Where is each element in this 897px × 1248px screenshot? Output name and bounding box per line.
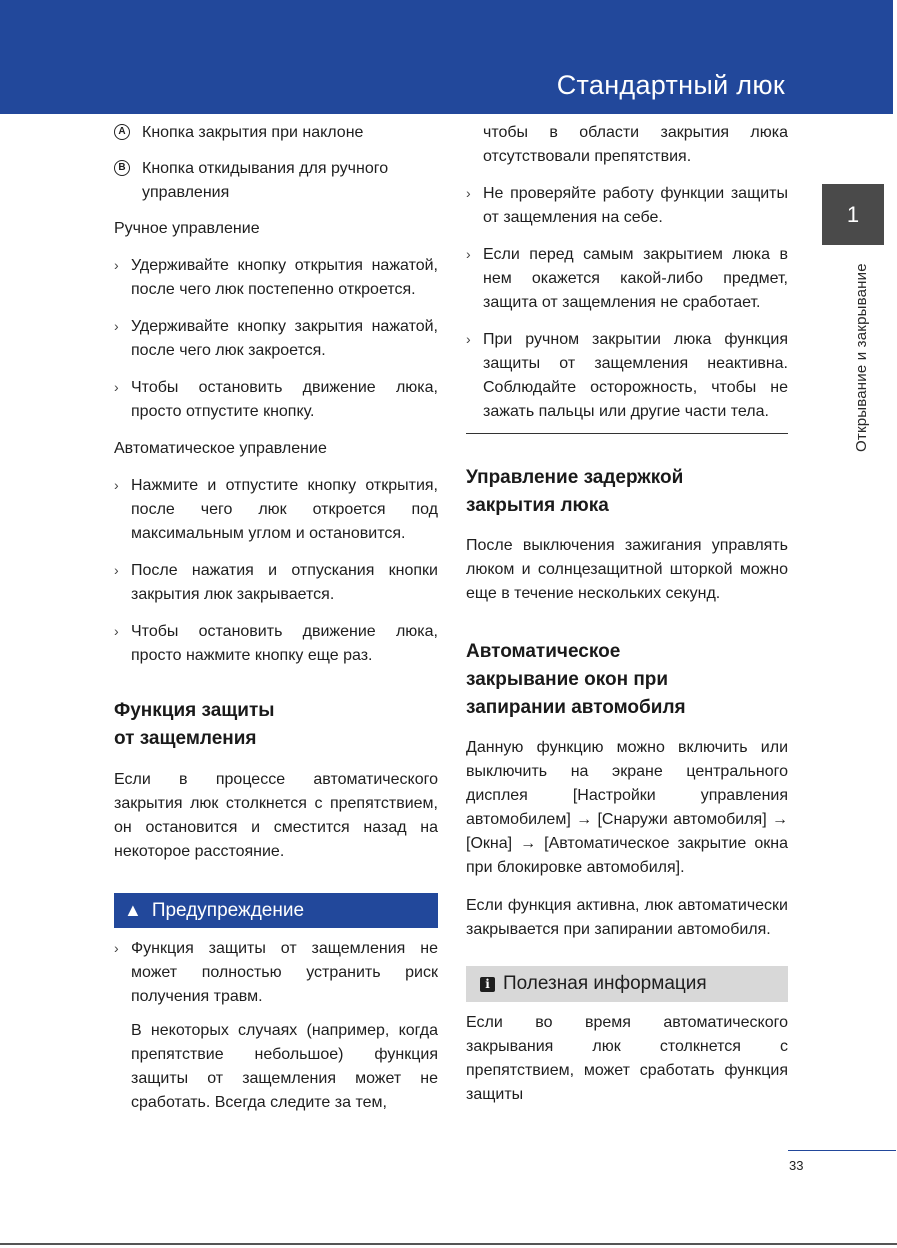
list-item: › При ручном закрытии люка функция защиты от защемления неактивна. Соблюдайте осторожность, чтобы не зажать пальцы или другие части тела. bbox=[466, 328, 788, 424]
warning-title: Предупреждение bbox=[151, 899, 305, 921]
right-column bbox=[466, 114, 788, 1107]
bottom-border bbox=[0, 1243, 897, 1245]
warning-triangle-icon: ▲ bbox=[124, 900, 142, 920]
chapter-number-tab: 1 bbox=[822, 184, 884, 245]
warning-continuation: чтобы в области закрытия люка отсутствовали препятствия. bbox=[483, 124, 788, 165]
legend-text: Кнопка откидывания для ручного управления bbox=[142, 160, 389, 201]
list-item: › Чтобы остановить движение люка, просто нажмите кнопку еще раз. bbox=[114, 620, 438, 668]
section-heading-delay: Управление задержкой bbox=[466, 467, 684, 488]
list-item: › После нажатия и отпускания кнопки закрытия люк закрывается. bbox=[114, 559, 438, 607]
list-item: › Не проверяйте работу функции защиты от защемления на себе. bbox=[466, 182, 788, 230]
list-item: › Чтобы остановить движение люка, просто отпустите кнопку. bbox=[114, 376, 438, 424]
list-item: › Нажмите и отпустите кнопку открытия, после чего люк откроется под максимальным углом и остановится. bbox=[114, 474, 438, 546]
info-icon: i bbox=[480, 977, 495, 992]
chevron-right-icon: › bbox=[466, 185, 471, 201]
info-title: Полезная информация bbox=[503, 973, 707, 994]
page-number: 33 bbox=[789, 1158, 804, 1173]
page-title: Стандартный люк bbox=[556, 70, 785, 100]
section-heading-auto-close: закрывание окон при bbox=[466, 669, 669, 690]
chevron-right-icon: › bbox=[114, 379, 119, 395]
chevron-right-icon: › bbox=[466, 246, 471, 262]
auto-close-paragraph: Данную функцию можно включить или выключить на экране центрального дисплея [Настройки управления автомобилем] → [Снаружи автомобиля] → [Окна] → [Автоматическое закрытие окна при блокировке автомобиля]. bbox=[466, 739, 788, 876]
section-heading-pinch: от защемления bbox=[114, 728, 257, 749]
list-item: › Удерживайте кнопку открытия нажатой, после чего люк постепенно откроется. bbox=[114, 254, 438, 302]
chevron-right-icon: › bbox=[114, 940, 119, 956]
legend-item-b bbox=[114, 157, 438, 205]
list-item: › Удерживайте кнопку закрытия нажатой, после чего люк закроется. bbox=[114, 315, 438, 363]
chevron-right-icon: › bbox=[114, 477, 119, 493]
chevron-right-icon: › bbox=[466, 331, 471, 347]
warning-paragraph: В некоторых случаях (например, когда препятствие небольшое) функция защиты от защемления может не сработать. Всегда следите за тем, bbox=[131, 1022, 438, 1111]
delay-paragraph: После выключения зажигания управлять люком и солнцезащитной шторкой можно еще в течение нескольких секунд. bbox=[466, 537, 788, 602]
section-heading-pinch: Функция защиты bbox=[114, 700, 275, 721]
header-band bbox=[0, 0, 893, 114]
chevron-right-icon: › bbox=[114, 318, 119, 334]
auto-label: Автоматическое управление bbox=[114, 440, 327, 457]
circle-b-icon: B bbox=[114, 160, 130, 176]
info-paragraph: Если во время автоматического закрывания люк столкнется с препятствием, может сработать функция защиты bbox=[466, 1014, 788, 1103]
section-heading-auto-close: Автоматическое bbox=[466, 641, 621, 662]
info-banner bbox=[466, 966, 788, 1002]
footer-divider bbox=[788, 1150, 896, 1151]
left-column bbox=[114, 114, 438, 1115]
warning-banner bbox=[114, 893, 438, 928]
list-item: › Если перед самым закрытием люка в нем окажется какой-либо предмет, защита от защемления не сработает. bbox=[466, 243, 788, 315]
circle-a-icon: A bbox=[114, 124, 130, 140]
list-item: › Функция защиты от защемления не может полностью устранить риск получения травм. bbox=[114, 937, 438, 1009]
section-heading-delay: закрытия люка bbox=[466, 495, 609, 516]
chevron-right-icon: › bbox=[114, 562, 119, 578]
legend-item-a bbox=[114, 121, 438, 145]
legend-text: Кнопка закрытия при наклоне bbox=[142, 124, 364, 141]
manual-label: Ручное управление bbox=[114, 220, 260, 237]
auto-close-paragraph-2: Если функция активна, люк автоматически закрывается при запирании автомобиля. bbox=[466, 897, 788, 938]
chapter-side-label: Открывание и закрывание bbox=[853, 263, 870, 452]
chevron-right-icon: › bbox=[114, 623, 119, 639]
chevron-right-icon: › bbox=[114, 257, 119, 273]
section-heading-auto-close: запирании автомобиля bbox=[466, 697, 686, 718]
pinch-paragraph: Если в процессе автоматического закрытия люк столкнется с препятствием, он остановится и сместится назад на некоторое расстояние. bbox=[114, 771, 438, 860]
